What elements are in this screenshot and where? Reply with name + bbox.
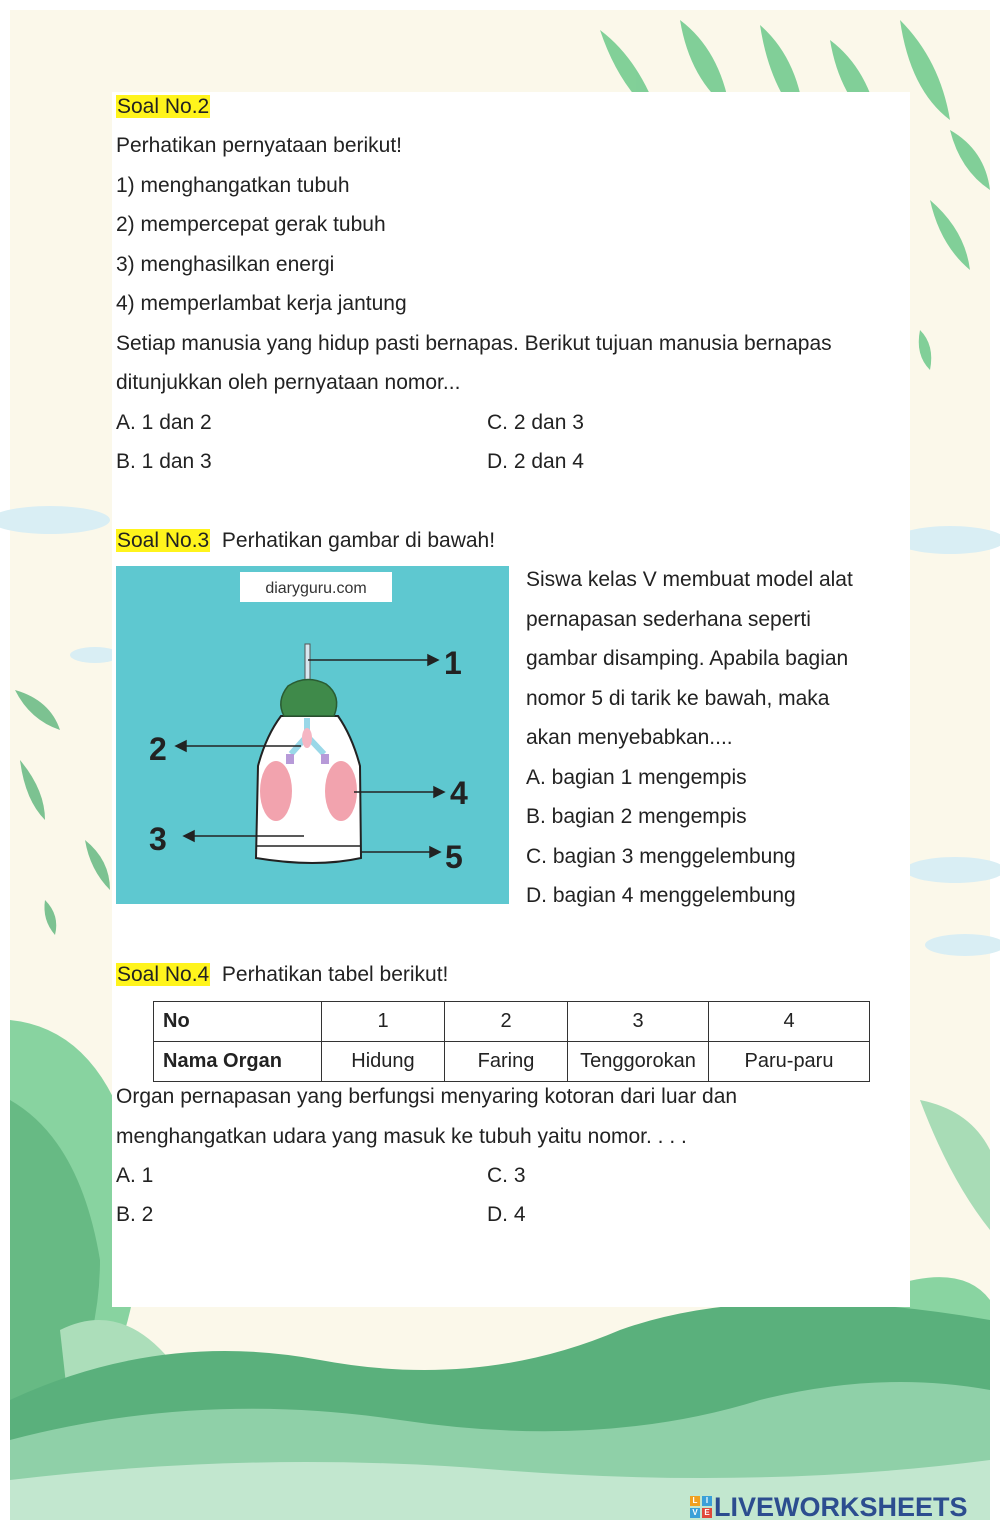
liveworksheets-logo-icon: L I V E — [690, 1496, 712, 1518]
table-cell: No — [154, 1002, 322, 1042]
q2-statement-1: 1) menghangatkan tubuh — [116, 174, 350, 197]
q4-option-c[interactable]: C. 3 — [487, 1164, 526, 1187]
q4-option-a[interactable]: A. 1 — [116, 1164, 154, 1187]
q2-option-d[interactable]: D. 2 dan 4 — [487, 450, 584, 473]
q2-question-line-2: ditunjukkan oleh pernyataan nomor... — [116, 371, 461, 394]
table-cell: Nama Organ — [154, 1042, 322, 1082]
brand-name: LIVEWORKSHEETS — [714, 1491, 968, 1522]
organ-table — [153, 1001, 870, 1082]
q4-option-d[interactable]: D. 4 — [487, 1203, 526, 1226]
diagram-number-2: 2 — [149, 731, 167, 767]
q3-option-c[interactable]: C. bagian 3 menggelembung — [526, 845, 796, 868]
table-cell: 2 — [445, 1002, 568, 1042]
q3-label: Soal No.3 — [117, 529, 210, 552]
table-row — [154, 1002, 870, 1042]
table-cell: 4 — [709, 1002, 870, 1042]
q2-option-c[interactable]: C. 2 dan 3 — [487, 411, 584, 434]
q3-text-line-1: Siswa kelas V membuat model alat — [526, 568, 853, 591]
q2-statement-3: 3) menghasilkan energi — [116, 253, 335, 276]
q2-label: Soal No.2 — [117, 95, 210, 118]
diagram-number-4: 4 — [450, 775, 468, 811]
q4-question-line-1: Organ pernapasan yang berfungsi menyaring kotoran dari luar dan — [116, 1085, 738, 1108]
q3-text-line-5: akan menyebabkan.... — [526, 726, 733, 749]
q3-option-a[interactable]: A. bagian 1 mengempis — [526, 766, 747, 789]
table-cell: Hidung — [322, 1042, 445, 1082]
q4-header — [116, 962, 448, 988]
diagram-number-3: 3 — [149, 821, 167, 857]
q2-statement-4: 4) memperlambat kerja jantung — [116, 292, 407, 315]
breathing-model-diagram — [116, 566, 509, 904]
q3-option-b[interactable]: B. bagian 2 mengempis — [526, 805, 747, 828]
table-cell: 3 — [568, 1002, 709, 1042]
q2-intro: Perhatikan pernyataan berikut! — [116, 134, 403, 157]
liveworksheets-brand[interactable] — [690, 1491, 968, 1523]
q3-text-line-4: nomor 5 di tarik ke bawah, maka — [526, 687, 830, 710]
q4-option-b[interactable]: B. 2 — [116, 1203, 154, 1226]
q3-header — [116, 528, 495, 554]
q3-text-line-2: pernapasan sederhana seperti — [526, 608, 811, 631]
q4-intro: Perhatikan tabel berikut! — [221, 963, 449, 986]
q2-option-b[interactable]: B. 1 dan 3 — [116, 450, 212, 473]
diagram-number-5: 5 — [445, 839, 463, 875]
q3-text-line-3: gambar disamping. Apabila bagian — [526, 647, 849, 670]
diagram-number-1: 1 — [444, 645, 462, 681]
q2-statement-2: 2) mempercepat gerak tubuh — [116, 213, 386, 236]
q3-intro: Perhatikan gambar di bawah! — [221, 529, 496, 552]
q4-question-line-2: menghangatkan udara yang masuk ke tubuh yaitu nomor. . . . — [116, 1125, 687, 1148]
q2-question-line-1: Setiap manusia yang hidup pasti bernapas. Berikut tujuan manusia bernapas — [116, 332, 832, 355]
table-cell: Faring — [445, 1042, 568, 1082]
table-cell: Tenggorokan — [568, 1042, 709, 1082]
q2-option-a[interactable]: A. 1 dan 2 — [116, 411, 212, 434]
table-cell: 1 — [322, 1002, 445, 1042]
table-cell: Paru-paru — [709, 1042, 870, 1082]
q3-option-d[interactable]: D. bagian 4 menggelembung — [526, 884, 796, 907]
q4-label: Soal No.4 — [117, 963, 210, 986]
table-row — [154, 1042, 870, 1082]
diagram-watermark: diaryguru.com — [265, 580, 367, 597]
